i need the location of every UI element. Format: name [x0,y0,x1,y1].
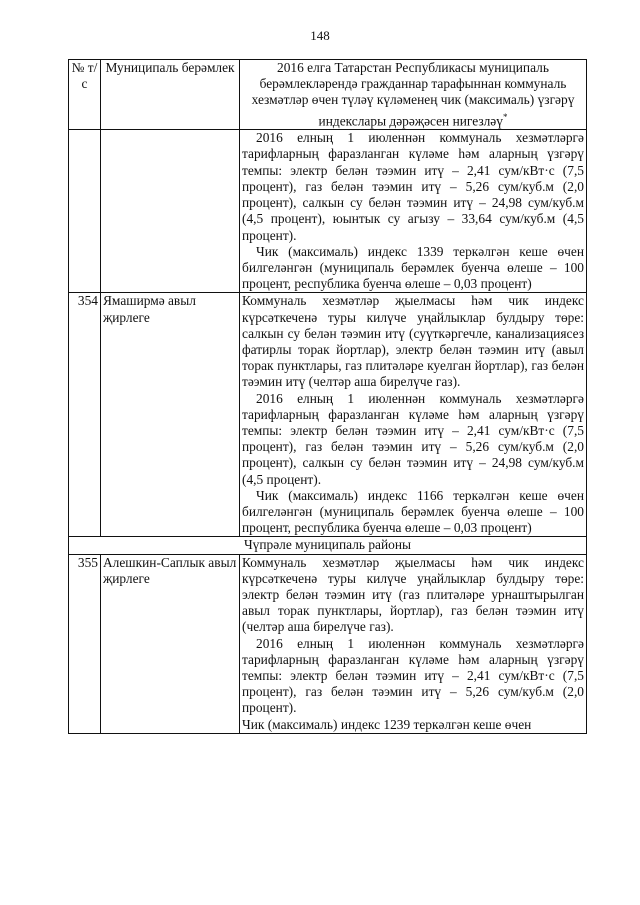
cell-description [240,130,587,293]
limit-index-paragraph: Чик (максималь) индекс 1339 теркәлгән кеше өчен билгеләнгән (муниципаль берәмлек буенча өлеше – 100 процент, республика буенча өлеше – 0,03 процент) [242,243,584,292]
district-name: Чүпрәле муниципаль районы [69,537,587,554]
row-number: 355 [69,554,101,733]
cell-description [240,293,587,537]
tariff-paragraph: 2016 елның 1 июленнән коммуналь хезмәтләргә тарифларның фаразланган күләме һәм аларның үзгәрү темпы: электр белән тәэмин итү – 2,41 сум/кВт·с (7,5 процент), газ белән тәэмин итү – 5,26 сум/куб.м (2,0 процент), салкын су белән тәэмин итү – 24,98 сум/куб.м (4,5 процент), юынтык су агызу – 33,64 сум/куб.м (4,5 процент). [242,130,584,243]
header-description-text: 2016 елга Татарстан Республикасы муниципаль берәмлекләрендә гражданнар тарафыннан коммуналь хезмәтләр өчен түләү күләменең чик (максималь) үзгәрү индекслары дәрәҗәсен нигезләү [251,60,575,129]
header-asterisk: * [502,111,508,122]
tariff-paragraph: 2016 елның 1 июленнән коммуналь хезмәтләргә тарифларның фаразланган күләме һәм аларның үзгәрү темпы: электр белән тәэмин итү – 2,41 сум/кВт·с (7,5 процент), газ белән тәэмин итү – 5,26 сум/куб.м (2,0 процент). [242,635,584,716]
municipality-name: Алешкин-Саплык авыл җирлеге [101,554,240,733]
district-row [69,537,587,554]
limit-index-paragraph: Чик (максималь) индекс 1166 теркәлгән кеше өчен билгеләнгән (муниципаль берәмлек буенча өлеше – 100 процент, республика буенча өлеше – 0,03 процент) [242,487,584,536]
municipality-name: Ямаширмә авыл җирлеге [101,293,240,537]
table-header-row [69,60,587,130]
header-municipality: Муниципаль берәмлек [101,60,240,130]
amenities-paragraph: Коммуналь хезмәтләр җыелмасы һәм чик индекс күрсәткеченә туры килүче уңайлыклар булдыру төре: электр белән тәэмин итү (газ плитәләре урнаштырылган авыл торак пунктлары, йортлар), газ белән тәэмин итү (челтәр аша бирелүче газ). [242,554,584,635]
table-row-355 [69,554,587,733]
cell-number-empty [69,130,101,293]
amenities-paragraph: Коммуналь хезмәтләр җыелмасы һәм чик индекс күрсәткеченә туры килүче уңайлыклар булдыру төре: салкын су белән тәэмин итү (суүткәргечле, канализациясез фатирлы торак йортлар), электр белән тәэмин итү (авыл торак пунктлары, газ плитәләре куелган йортлар), газ белән тәэмин итү (челтәр аша бирелүче газ). [242,293,584,390]
header-number: № т/с [69,60,101,130]
row-number: 354 [69,293,101,537]
page-number: 148 [310,28,330,43]
header-description [240,60,587,130]
table-row-354 [69,293,587,537]
cell-municipality-empty [101,130,240,293]
limit-index-paragraph: Чик (максималь) индекс 1239 теркәлгән кеше өчен [242,716,532,732]
table-row-continued [69,130,587,293]
tariff-table [68,59,587,734]
tariff-paragraph: 2016 елның 1 июленнән коммуналь хезмәтләргә тарифларның фаразланган күләме һәм аларның үзгәрү темпы: электр белән тәэмин итү – 2,41 сум/кВт·с (7,5 процент), газ белән тәэмин итү – 5,26 сум/куб.м (2,0 процент), салкын су белән тәэмин итү – 24,98 сум/куб.м (4,5 процент). [242,390,584,487]
cell-description [240,554,587,733]
